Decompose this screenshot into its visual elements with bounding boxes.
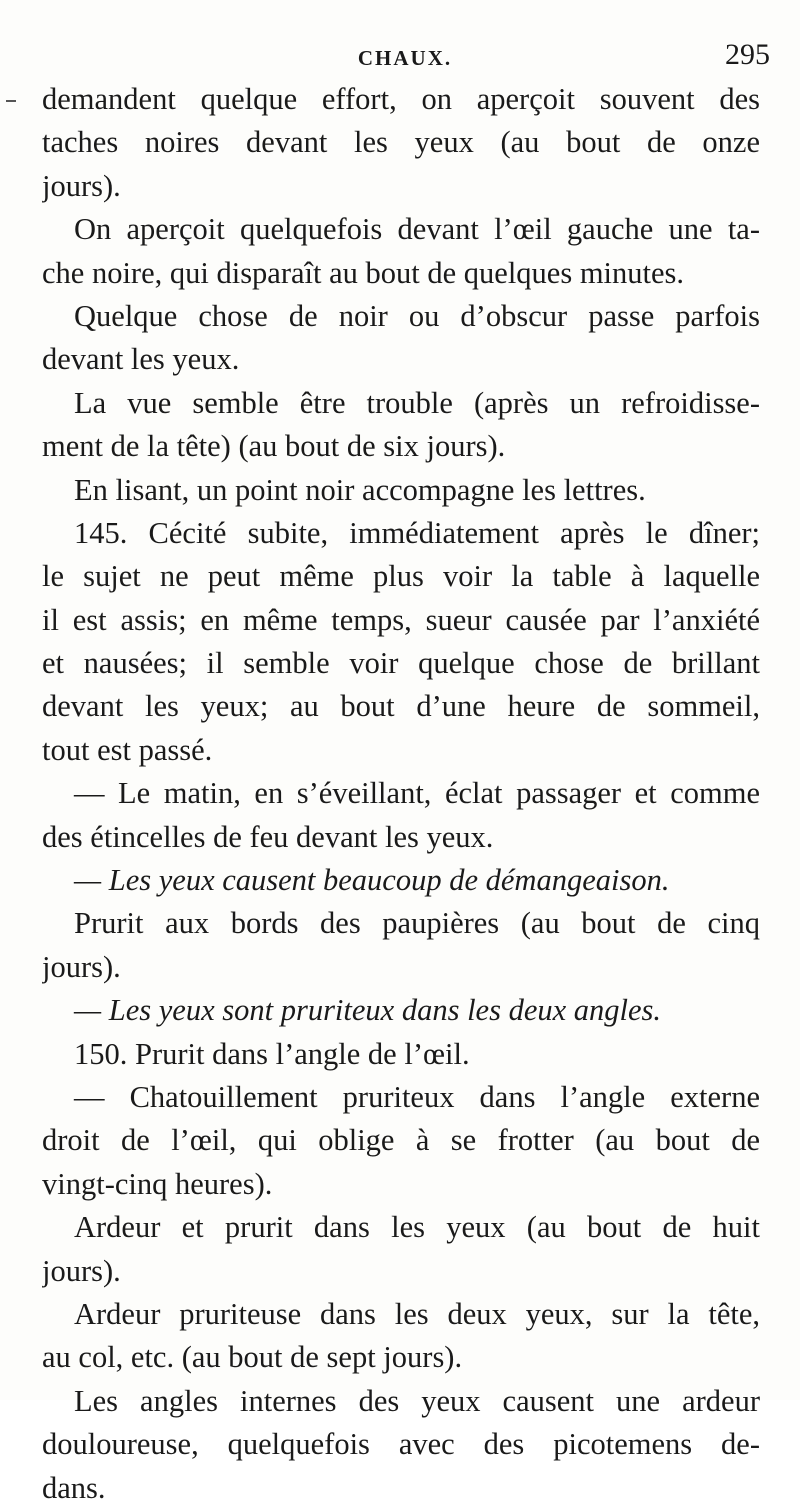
- text-line: La vue semble être trouble (après un refroidisse-: [74, 385, 760, 420]
- text-line: Quelque chose de noir ou d’obscur passe parfois: [74, 298, 760, 333]
- text-line: tout est passé.: [42, 732, 213, 767]
- text-line: il est assis; en même temps, sueur causée par l’anxiété: [42, 602, 760, 637]
- text-line: au col, etc. (au bout de sept jours).: [42, 1340, 463, 1375]
- text-line: jours).: [42, 949, 121, 984]
- text-line: — Les yeux sont pruriteux dans les deux angles.: [74, 993, 662, 1028]
- text-line: Ardeur pruriteuse dans les deux yeux, sur la tête,: [74, 1296, 760, 1331]
- body-text: [42, 78, 760, 1510]
- text-line: 150. Prurit dans l’angle de l’œil.: [74, 1036, 470, 1071]
- text-line: et nausées; il semble voir quelque chose de brillant: [42, 646, 760, 681]
- text-line: taches noires devant les yeux (au bout de onze: [42, 125, 760, 160]
- text-line: le sujet ne peut même plus voir la table à laquelle: [42, 559, 760, 594]
- text-line: jours).: [42, 1253, 121, 1288]
- text-line: 145. Cécité subite, immédiatement après le dîner;: [74, 515, 760, 550]
- text-line: vingt-cinq heures).: [42, 1166, 273, 1201]
- text-line: demandent quelque effort, on aperçoit souvent des: [42, 82, 760, 116]
- text-line: Ardeur et prurit dans les yeux (au bout de huit: [74, 1210, 760, 1245]
- text-line: — Le matin, en s’éveillant, éclat passager et comme: [74, 776, 760, 811]
- text-line: Les angles internes des yeux causent une ardeur: [74, 1383, 760, 1418]
- text-line: ment de la tête) (au bout de six jours).: [42, 429, 506, 464]
- running-head: CHAUX.: [357, 46, 453, 70]
- text-line: En lisant, un point noir accompagne les lettres.: [74, 472, 646, 507]
- text-line: jours).: [42, 168, 121, 203]
- text-line: che noire, qui disparaît au bout de quelques minutes.: [42, 255, 685, 290]
- page-header: [40, 38, 770, 82]
- text-line: devant les yeux.: [42, 342, 240, 377]
- text-line: devant les yeux; au bout d’une heure de sommeil,: [42, 689, 760, 724]
- text-line: — Chatouillement pruriteux dans l’angle externe: [74, 1079, 760, 1114]
- text-line: — Les yeux causent beaucoup de démangeaison.: [74, 863, 670, 898]
- page-number: 295: [725, 38, 770, 71]
- text-line: Prurit aux bords des paupières (au bout de cinq: [74, 906, 760, 941]
- text-line: droit de l’œil, qui oblige à se frotter (au bout de: [42, 1123, 760, 1158]
- text-line: des étincelles de feu devant les yeux.: [42, 819, 494, 854]
- text-line: On aperçoit quelquefois devant l’œil gauche une ta-: [74, 212, 760, 247]
- text-line: douloureuse, quelquefois avec des picotemens de-: [42, 1427, 760, 1462]
- text-line: dans.: [42, 1470, 106, 1505]
- margin-mark: [6, 100, 16, 102]
